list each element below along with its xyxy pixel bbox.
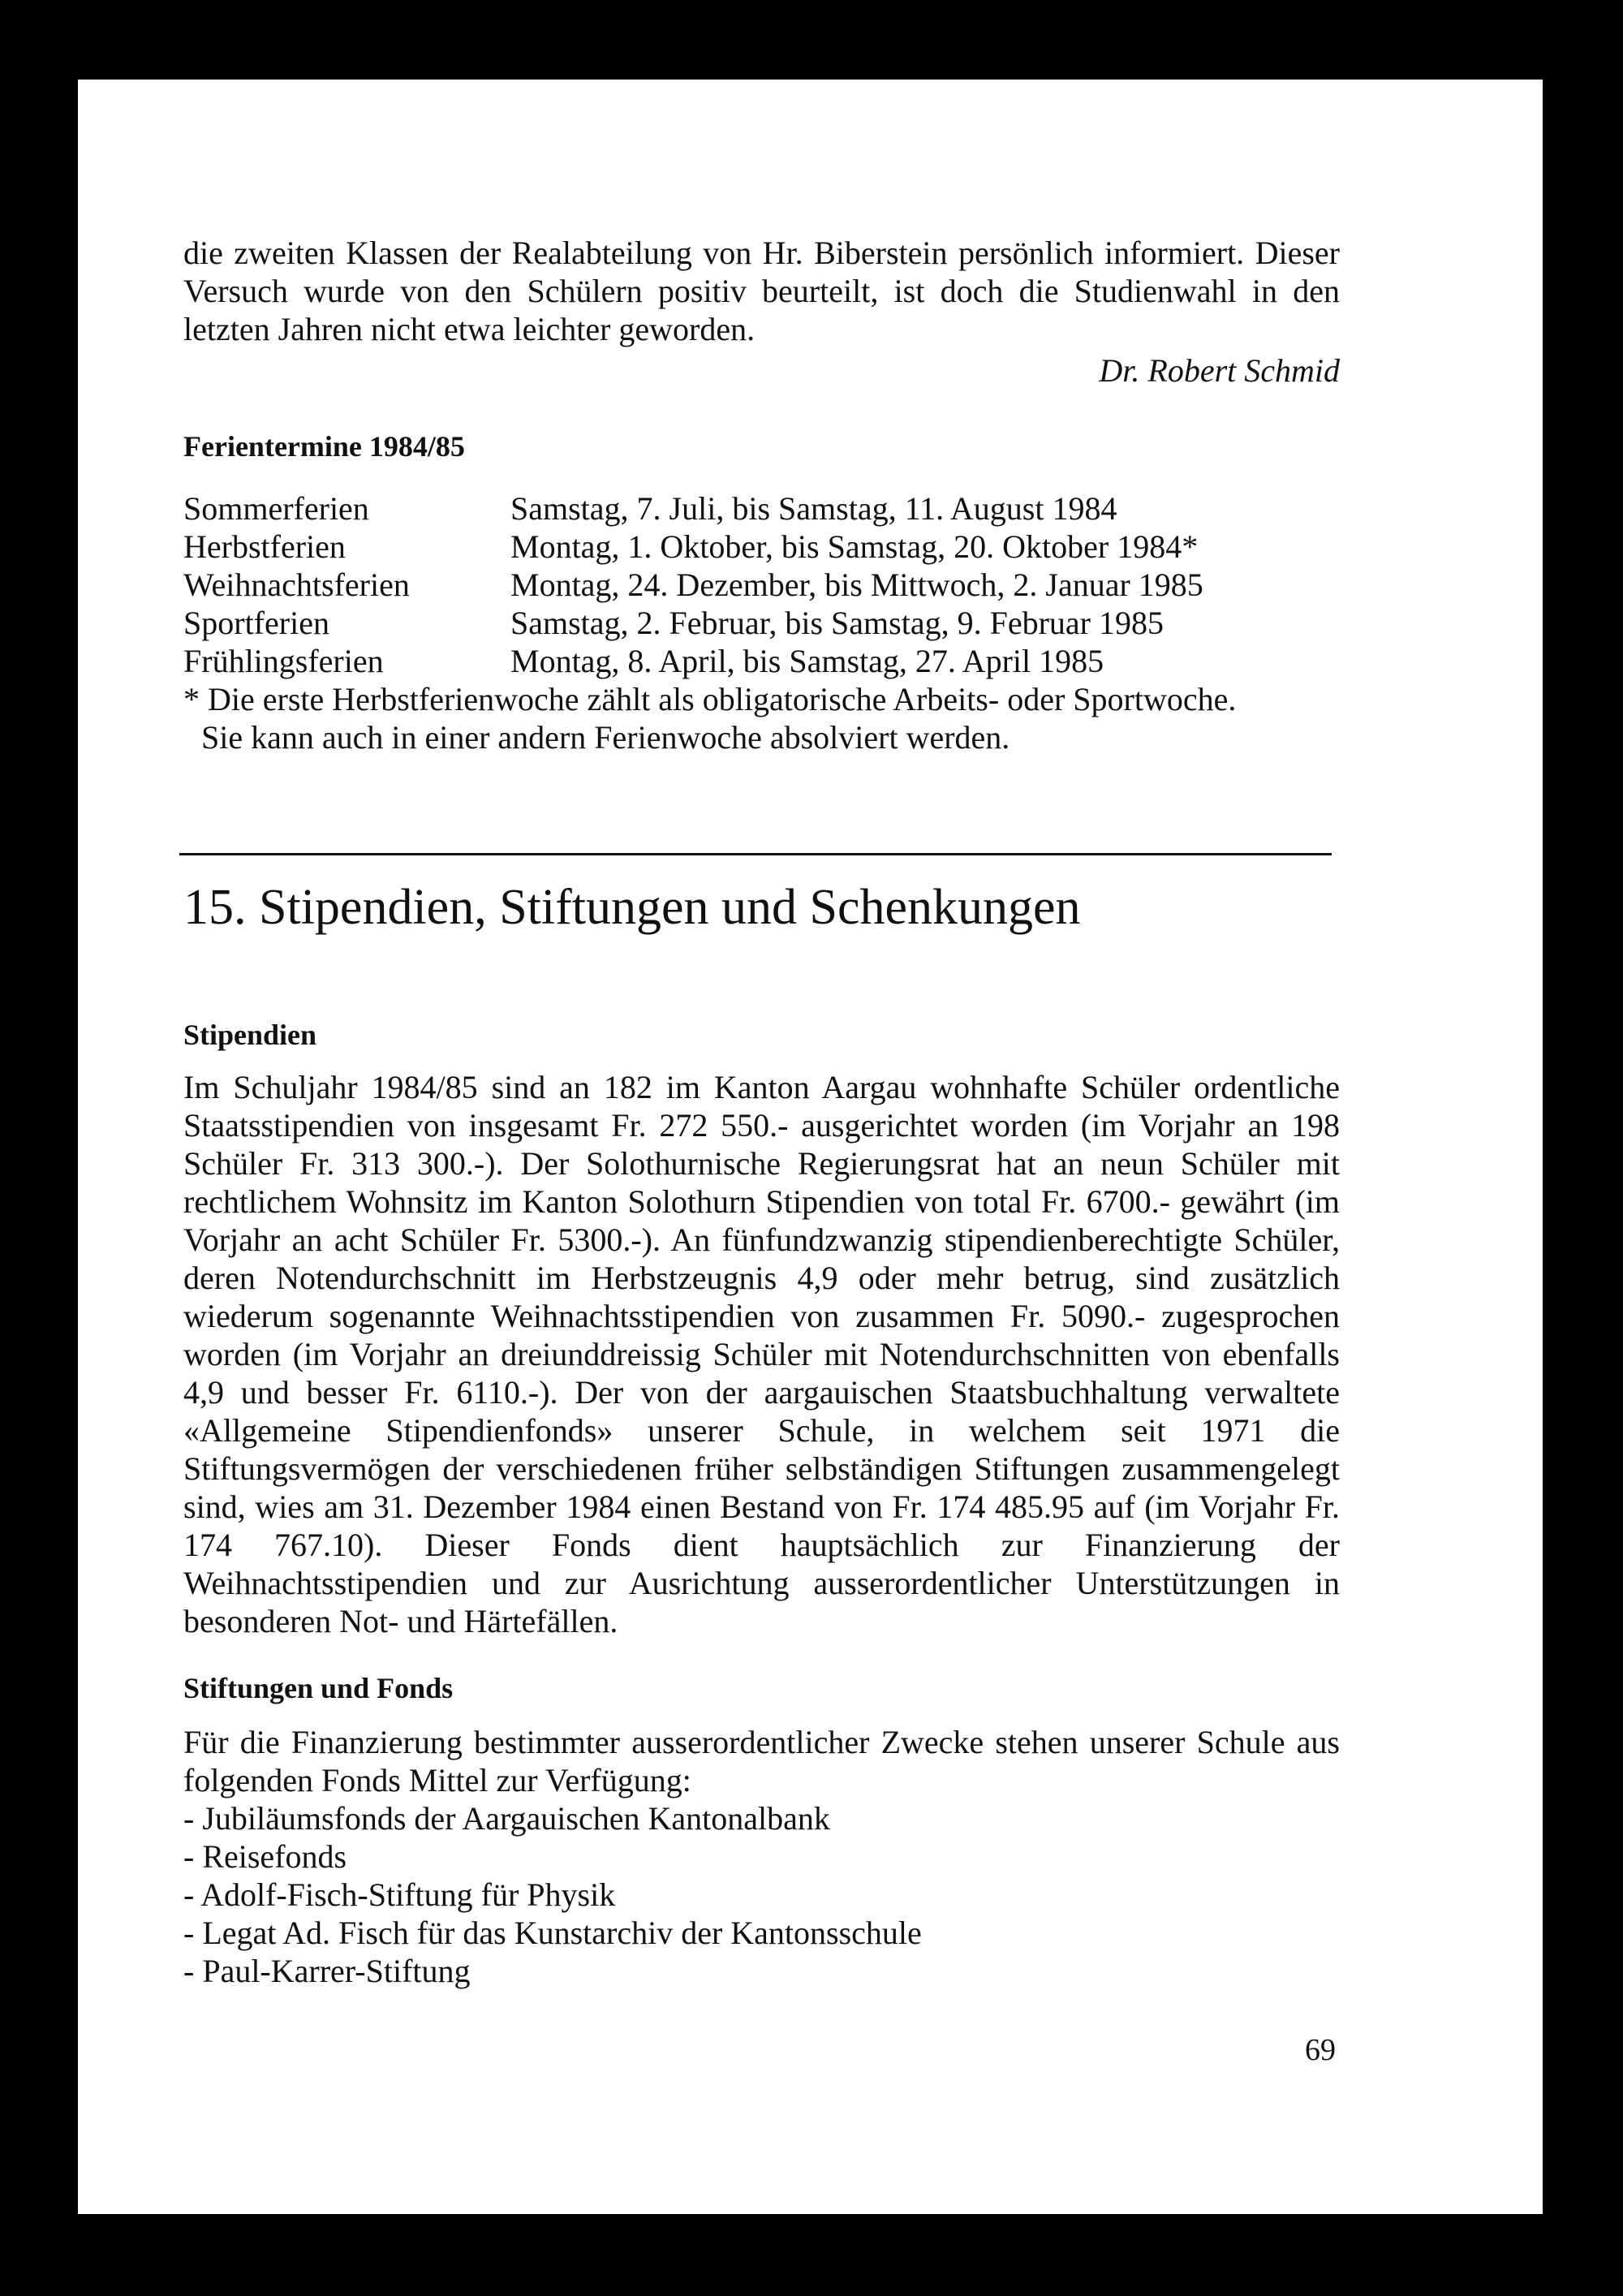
footnote-line: Sie kann auch in einer andern Ferienwoche absolviert werden. <box>201 719 1010 756</box>
ferien-row <box>183 528 1340 566</box>
ferien-date: Samstag, 7. Juli, bis Samstag, 11. August 1984 <box>510 490 1117 527</box>
ferien-row <box>183 642 1340 680</box>
ferien-heading: Ferientermine 1984/85 <box>183 430 465 463</box>
ferien-name: Sommerferien <box>183 490 369 527</box>
ferien-name: Weihnachtsferien <box>183 566 410 603</box>
ferien-name: Frühlingsferien <box>183 643 384 679</box>
ferien-row <box>183 489 1340 528</box>
stipendien-paragraph: Im Schuljahr 1984/85 sind an 182 im Kanton Aargau wohnhafte Schüler ordentliche Staatsstipendien von insgesamt Fr. 272 550.- ausgerichtet worden (im Vorjahr an 198 Schüler Fr. 313 300.-). Der Solothurnische Regierungsrat hat an neun Schüler mit rechtlichem Wohnsitz im Kanton Solothurn Stipendien von total Fr. 6700.- gewährt (im Vorjahr an acht Schüler Fr. 5300.-). An fünfundzwanzig stipendienberechtigte Schüler, deren Notendurchschnitt im Herbstzeugnis 4,9 oder mehr betrug, sind zusätzlich wiederum sogenannte Weihnachtsstipendien von zusammen Fr. 5090.- zugesprochen worden (im Vorjahr an dreiunddreissig Schüler mit Notendurchschnitten von ebenfalls 4,9 und besser Fr. 6110.-). Der von der aargauischen Staatsbuchhaltung verwaltete «Allgemeine Stipendienfonds» unserer Schule, in welchem seit 1971 die Stiftungsvermögen der verschiedenen früher selbständigen Stiftungen zusammengelegt sind, wies am 31. Dezember 1984 einen Bestand von Fr. 174 485.95 auf (im Vorjahr Fr. 174 767.10). Dieser Fonds dient hauptsächlich zur Finanzierung der Weihnachtsstipendien und zur Ausrichtung ausserordentlicher Unterstützungen in besonderen Not- und Härtefällen. <box>183 1069 1340 1639</box>
ferien-table <box>183 489 1340 680</box>
document-page <box>78 80 1543 2214</box>
ferien-date: Montag, 24. Dezember, bis Mittwoch, 2. Januar 1985 <box>510 566 1203 603</box>
fonds-section <box>183 1723 1340 1990</box>
ferien-row <box>183 604 1340 642</box>
author-signature: Dr. Robert Schmid <box>1099 352 1340 389</box>
ferien-date: Montag, 8. April, bis Samstag, 27. April 1985 <box>510 643 1104 679</box>
section-divider <box>179 853 1332 855</box>
ferien-row <box>183 566 1340 604</box>
ferien-name: Sportferien <box>183 605 329 641</box>
list-item: - Jubiläumsfonds der Aargauischen Kantonalbank <box>183 1800 830 1837</box>
footnote-line: * Die erste Herbstferienwoche zählt als obligatorische Arbeits- oder Sportwoche. <box>183 681 1237 717</box>
stipendien-heading: Stipendien <box>183 1019 317 1051</box>
fonds-list <box>183 1799 1340 1990</box>
page-number: 69 <box>1305 2033 1336 2067</box>
ferien-name: Herbstferien <box>183 528 346 565</box>
intro-paragraph: die zweiten Klassen der Realabteilung von Hr. Biberstein persönlich informiert. Dieser Versuch wurde von den Schülern positiv beurteilt, ist doch die Studienwahl in den letzten Jahren nicht etwa leichter geworden. <box>183 235 1340 347</box>
ferien-date: Samstag, 2. Februar, bis Samstag, 9. Februar 1985 <box>510 605 1164 641</box>
ferien-footnote <box>183 680 1340 756</box>
fonds-heading: Stiftungen und Fonds <box>183 1672 454 1704</box>
chapter-title: 15. Stipendien, Stiftungen und Schenkungen <box>183 880 1081 935</box>
list-item: - Reisefonds <box>183 1838 347 1875</box>
list-item: - Adolf-Fisch-Stiftung für Physik <box>183 1876 616 1913</box>
list-item: - Legat Ad. Fisch für das Kunstarchiv der Kantonsschule <box>183 1915 922 1951</box>
list-item: - Paul-Karrer-Stiftung <box>183 1953 471 1989</box>
ferien-date: Montag, 1. Oktober, bis Samstag, 20. Oktober 1984* <box>510 528 1199 565</box>
fonds-intro: Für die Finanzierung bestimmter ausserordentlicher Zwecke stehen unserer Schule aus folgenden Fonds Mittel zur Verfügung: <box>183 1724 1340 1798</box>
